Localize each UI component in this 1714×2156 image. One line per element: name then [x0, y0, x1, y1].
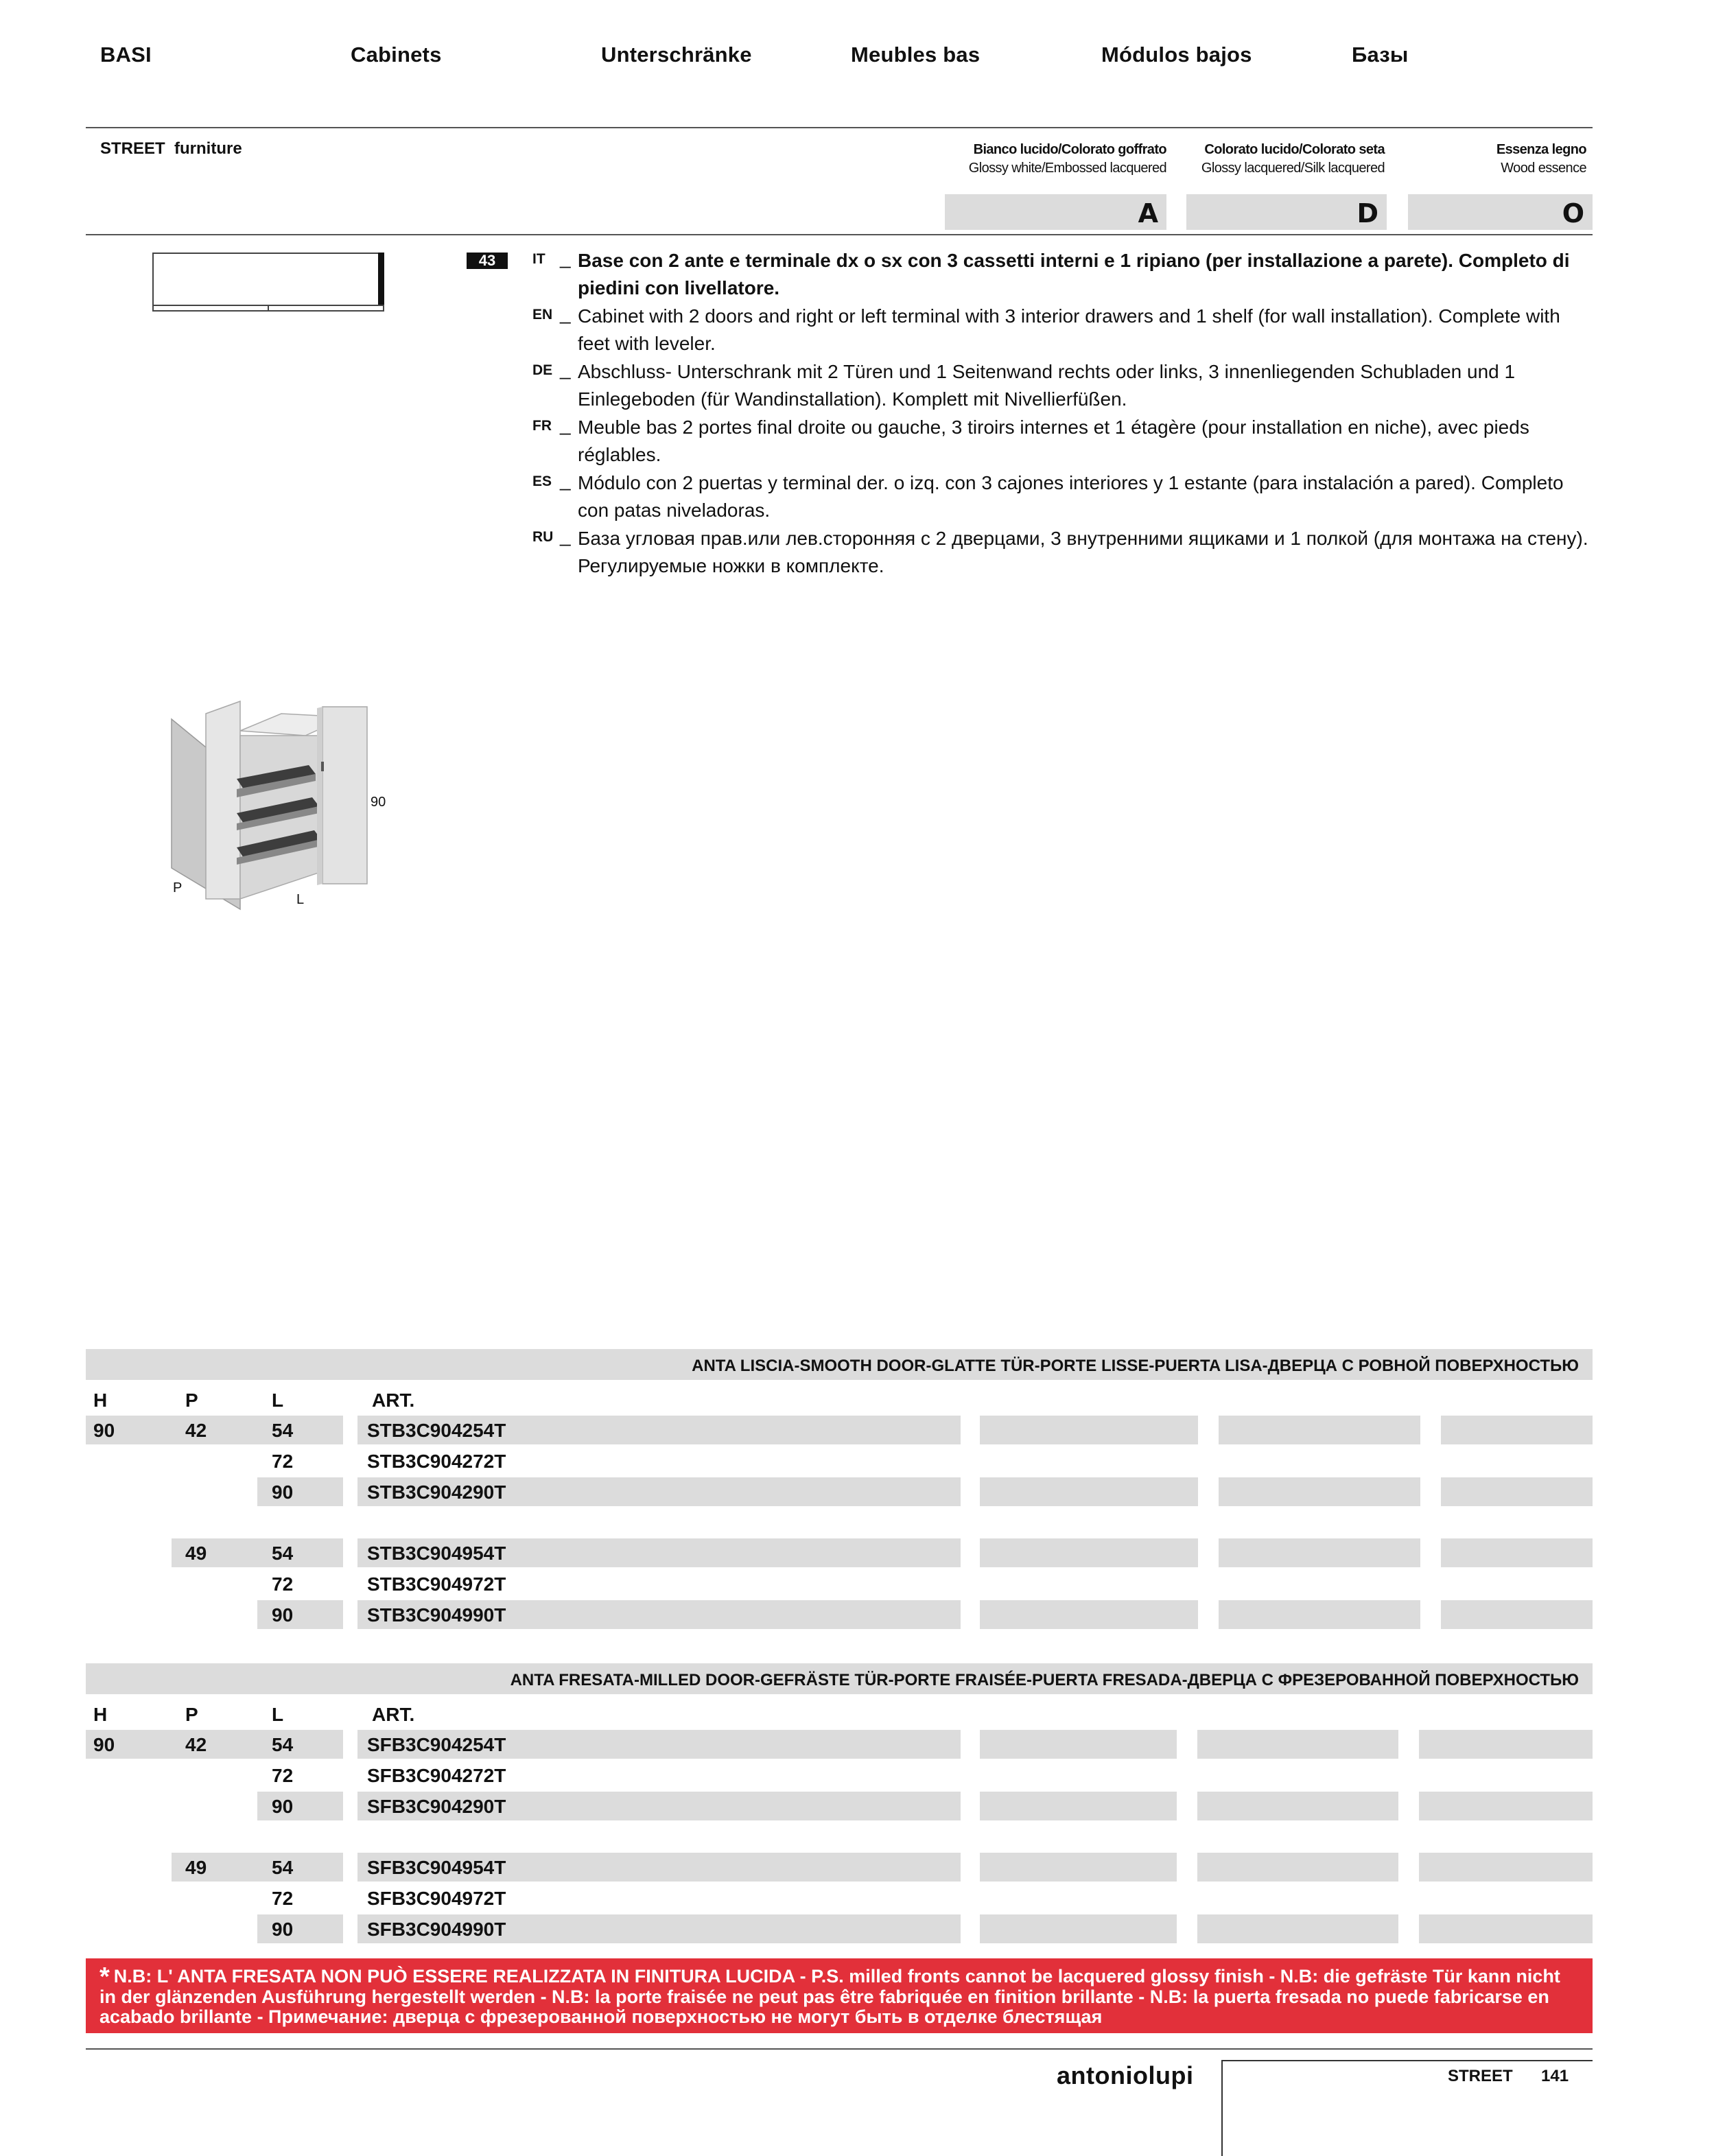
- row-shade: [172, 1853, 257, 1882]
- finish-o-cell: [1441, 1600, 1593, 1629]
- col-h: H: [93, 1390, 108, 1411]
- finish-d-cell: [1197, 1853, 1398, 1882]
- dim-depth-label: P: [173, 880, 183, 895]
- finish-d-cell: [1197, 1792, 1398, 1820]
- finish-o-title: Essenza legno: [1496, 142, 1586, 157]
- finish-a-cell: [980, 1792, 1177, 1820]
- brand-logo: antoniolupi: [1057, 2061, 1194, 2089]
- col-l: L: [272, 1390, 284, 1411]
- lang-code: FR: [532, 418, 552, 434]
- finish-a-cell: [980, 1853, 1177, 1882]
- col-art: ART.: [372, 1390, 415, 1411]
- desc-text: Abschluss- Unterschrank mit 2 Türen und 1 Seitenwand rechts oder links, 3 innenliegenden Schubladen und 1 Einlegeboden (für Wandinstallation). Komplett mit Nivellierfüßen.: [578, 361, 1516, 410]
- finish-a-title: Bianco lucido/Colorato goffrato: [973, 142, 1166, 157]
- product-line: [100, 139, 242, 159]
- page-number: 141: [1541, 2067, 1569, 2085]
- cell-h: 90: [93, 1734, 115, 1755]
- cell-l: 54: [272, 1420, 294, 1441]
- category-en: Cabinets: [351, 43, 442, 67]
- finish-d-cell: [1219, 1600, 1420, 1629]
- finish-a-cell: [980, 1477, 1198, 1506]
- finish-d-cell: [1219, 1538, 1420, 1567]
- cell-art: STB3C904290T: [367, 1481, 506, 1503]
- cell-p: 42: [185, 1420, 207, 1441]
- cell-art: SFB3C904954T: [367, 1857, 506, 1878]
- dim-width-label: L: [296, 892, 305, 907]
- cell-art: SFB3C904272T: [367, 1765, 506, 1786]
- col-p: P: [185, 1390, 198, 1411]
- finish-a-cell: [980, 1730, 1177, 1759]
- cell-art: SFB3C904972T: [367, 1888, 506, 1909]
- finish-d-box: [1186, 194, 1387, 230]
- lang-code: DE: [532, 362, 553, 378]
- finish-o-code: O: [1562, 198, 1584, 229]
- finish-divider: [86, 234, 1593, 235]
- finish-a-subtitle: Glossy white/Embossed lacquered: [968, 161, 1166, 176]
- header-divider: [86, 127, 1593, 128]
- cell-l: 54: [272, 1857, 294, 1878]
- category-fr: Meubles bas: [851, 43, 981, 67]
- table-smooth-title: ANTA LISCIA-SMOOTH DOOR-GLATTE TÜR-PORTE LISSE-PUERTA LISA-ДВЕРЦА С РОВНОЙ ПОВЕРХНОСТЬЮ: [692, 1357, 1579, 1375]
- finish-d-heading: [1112, 141, 1385, 178]
- finish-d-subtitle: Glossy lacquered/Silk lacquered: [1201, 161, 1385, 176]
- cell-art: STB3C904990T: [367, 1604, 506, 1626]
- dim-height-label: 90: [371, 795, 386, 810]
- cell-p: 49: [185, 1543, 207, 1564]
- plan-thumbnail-divider: [268, 305, 269, 312]
- footer-section: STREET: [1448, 2067, 1513, 2085]
- finish-o-box: [1408, 194, 1593, 230]
- category-ru: Базы: [1352, 43, 1409, 67]
- cell-art: STB3C904272T: [367, 1451, 506, 1472]
- cell-art: STB3C904954T: [367, 1543, 506, 1564]
- col-art: ART.: [372, 1704, 415, 1725]
- note-asterisk: *: [99, 1962, 110, 1991]
- row-shade: [172, 1730, 257, 1759]
- cell-l: 90: [272, 1919, 294, 1940]
- finish-d-cell: [1219, 1477, 1420, 1506]
- category-es: Módulos bajos: [1101, 43, 1252, 67]
- cell-l: 90: [272, 1796, 294, 1817]
- row-shade: [257, 1538, 343, 1567]
- item-number-badge: 43: [467, 253, 508, 269]
- product-line-suffix: furniture: [174, 139, 242, 158]
- finish-a-cell: [980, 1416, 1198, 1444]
- finish-o-cell: [1419, 1730, 1593, 1759]
- finish-o-cell: [1419, 1792, 1593, 1820]
- cell-h: 90: [93, 1420, 115, 1441]
- note-text: N.B: L' ANTA FRESATA NON PUÒ ESSERE REALIZZATA IN FINITURA LUCIDA - P.S. milled fronts cannot be lacquered glossy finish - N.B: die gefräste Tür kann nicht in der glänzenden Ausführung hergestellt werden - N.B: la porte fraisée ne peut pas être fabriquée en finition brillante - N.B: la puerta fresada no puede fabricarse en acabado brillante - Примечание: дверца с фрезерованной поверхностью не могут быть в отделке блестящая: [99, 1966, 1560, 2027]
- row-shade: [257, 1600, 343, 1629]
- lang-code: IT: [532, 251, 545, 267]
- finish-o-cell: [1419, 1853, 1593, 1882]
- cell-p: 49: [185, 1857, 207, 1878]
- lang-code: ES: [532, 473, 552, 489]
- cell-art: STB3C904254T: [367, 1420, 506, 1441]
- product-line-name: STREET: [100, 139, 165, 158]
- cell-l: 72: [272, 1451, 294, 1472]
- cell-art: SFB3C904990T: [367, 1919, 506, 1940]
- finish-d-title: Colorato lucido/Colorato seta: [1204, 142, 1385, 157]
- col-l: L: [272, 1704, 284, 1725]
- desc-text: Cabinet with 2 doors and right or left terminal with 3 interior drawers and 1 shelf (for wall installation). Complete with feet with leveler.: [578, 305, 1560, 354]
- cell-l: 72: [272, 1888, 294, 1909]
- plan-terminal-bar: [378, 253, 384, 306]
- footer-divider: [86, 2048, 1593, 2050]
- row-shade: [257, 1416, 343, 1444]
- milled-door-note: [86, 1958, 1593, 2033]
- row-shade: [257, 1477, 343, 1506]
- footer-box: [1221, 2060, 1593, 2156]
- finish-d-cell: [1197, 1730, 1398, 1759]
- cell-l: 90: [272, 1604, 294, 1626]
- cell-l: 90: [272, 1481, 294, 1503]
- finish-o-cell: [1441, 1477, 1593, 1506]
- desc-text: Meuble bas 2 portes final droite ou gauche, 3 tiroirs internes et 1 étagère (pour installation en niche), avec pieds réglables.: [578, 417, 1529, 465]
- finish-d-cell: [1219, 1416, 1420, 1444]
- lang-code: RU: [532, 529, 554, 545]
- plan-thumbnail: [152, 253, 384, 305]
- table-milled-title: ANTA FRESATA-MILLED DOOR-GEFRÄSTE TÜR-PORTE FRAISÉE-PUERTA FRESADA-ДВЕРЦА С ФРЕЗЕРОВАННОЙ ПОВЕРХНОСТЬЮ: [510, 1671, 1579, 1689]
- cell-p: 42: [185, 1734, 207, 1755]
- finish-a-box: [945, 194, 1166, 230]
- cell-art: STB3C904972T: [367, 1573, 506, 1595]
- finish-o-subtitle: Wood essence: [1501, 161, 1586, 176]
- finish-a-code: A: [1138, 198, 1158, 229]
- col-p: P: [185, 1704, 198, 1725]
- finish-a-cell: [980, 1914, 1177, 1943]
- table-smooth-title-band: [86, 1349, 1593, 1380]
- finish-o-cell: [1419, 1914, 1593, 1943]
- finish-a-cell: [980, 1538, 1198, 1567]
- col-h: H: [93, 1704, 108, 1725]
- finish-o-cell: [1441, 1538, 1593, 1567]
- cell-l: 54: [272, 1543, 294, 1564]
- finish-a-cell: [980, 1600, 1198, 1629]
- lang-code: EN: [532, 307, 553, 323]
- desc-text: База угловая прав.или лев.сторонняя с 2 дверцами, 3 внутренними ящиками и 1 полкой (для монтажа на стену). Регулируемые ножки в комплекте.: [578, 528, 1588, 576]
- cell-l: 54: [272, 1734, 294, 1755]
- category-it: BASI: [100, 43, 152, 67]
- row-shade: [257, 1853, 343, 1882]
- cabinet-drawing: [158, 693, 377, 919]
- cell-l: 72: [272, 1765, 294, 1786]
- finish-o-cell: [1441, 1416, 1593, 1444]
- row-shade: [172, 1416, 257, 1444]
- row-shade: [172, 1538, 257, 1567]
- finish-o-heading: [1372, 141, 1586, 178]
- finish-d-code: D: [1357, 198, 1378, 229]
- desc-text: Base con 2 ante e terminale dx o sx con 3 cassetti interni e 1 ripiano (per installazione a parete). Completo di piedini con livellatore.: [578, 250, 1570, 298]
- row-shade: [257, 1914, 343, 1943]
- row-shade: [257, 1730, 343, 1759]
- row-shade: [257, 1792, 343, 1820]
- finish-d-cell: [1197, 1914, 1398, 1943]
- table-milled-title-band: [86, 1663, 1593, 1694]
- category-de: Unterschränke: [601, 43, 752, 67]
- cell-l: 72: [272, 1573, 294, 1595]
- cell-art: SFB3C904254T: [367, 1734, 506, 1755]
- cell-art: SFB3C904290T: [367, 1796, 506, 1817]
- desc-text: Módulo con 2 puertas y terminal der. o izq. con 3 cajones interiores y 1 estante (para instalación a pared). Completo con patas niveladoras.: [578, 472, 1564, 521]
